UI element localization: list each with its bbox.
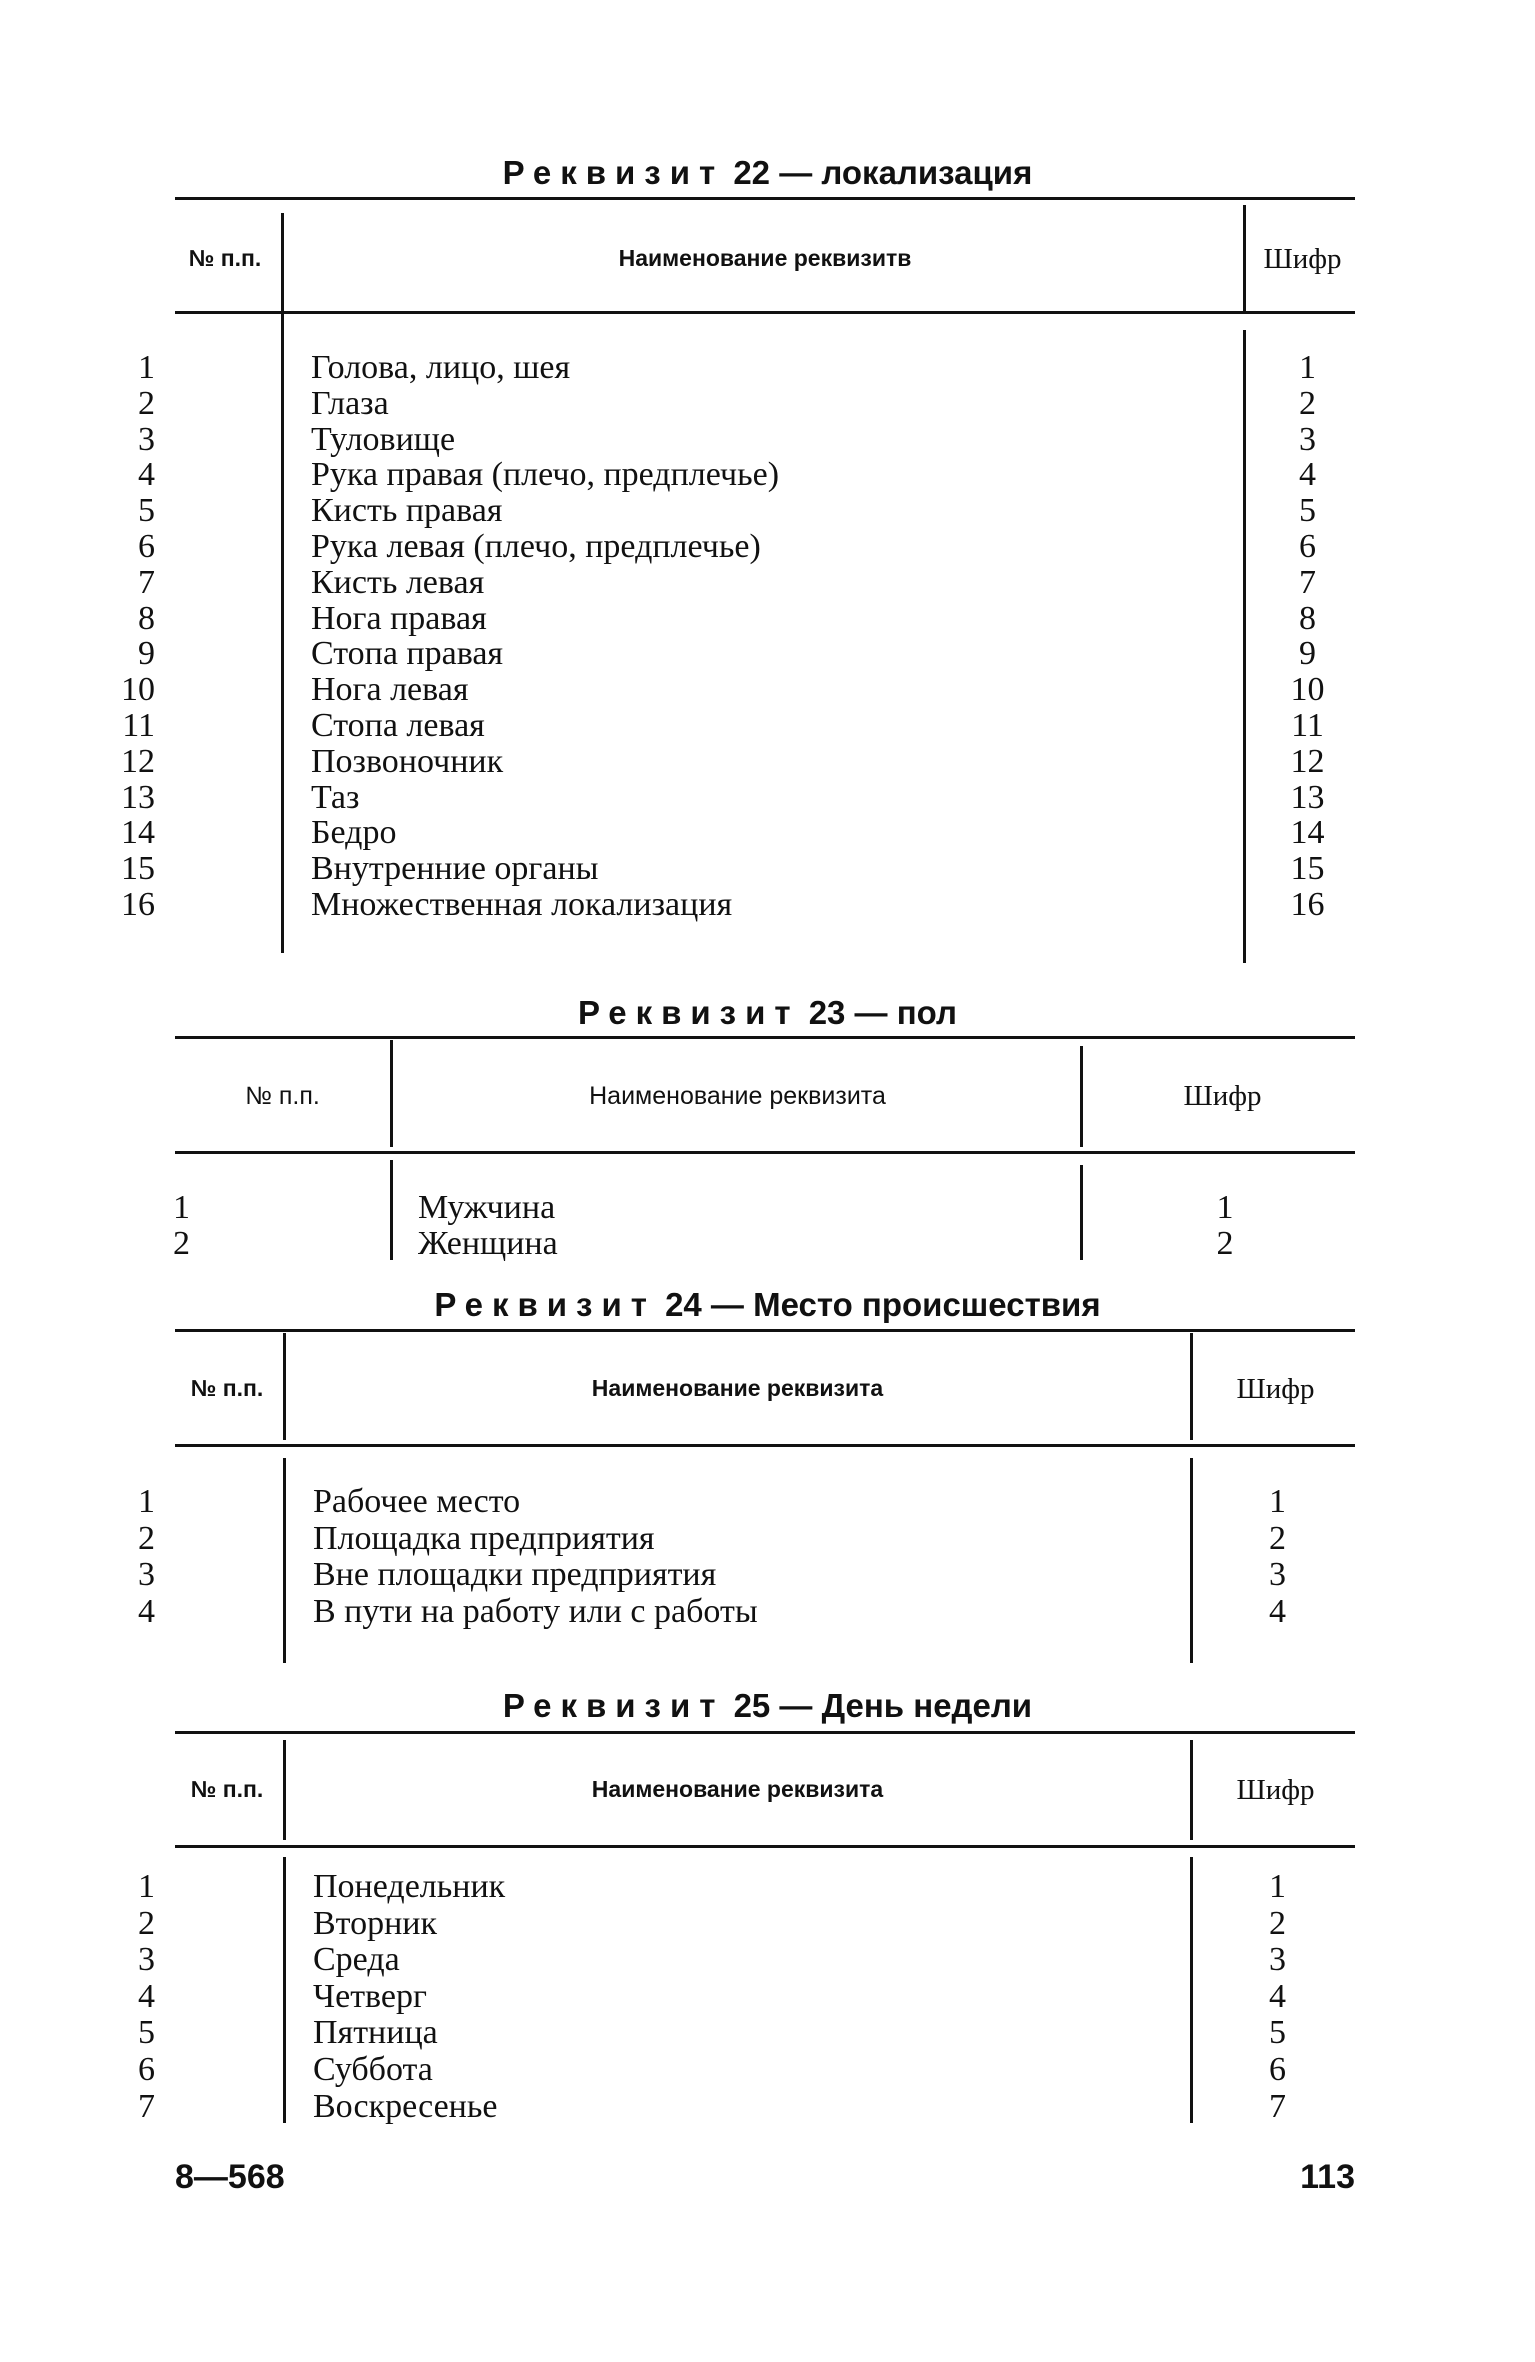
table-row [0,1226,1535,1262]
header-name: Наименование реквизитв [618,245,912,271]
row-cipher: 7 [1299,563,1316,601]
table-row [0,386,1535,422]
row-number: 5 [138,2014,155,2052]
title-rest: 25 — День недели [733,1687,1033,1724]
table-top-rule [175,1329,1355,1332]
table-row [0,1979,1535,2015]
row-cipher: 2 [1299,384,1316,422]
row-name: Таз [311,778,360,816]
column-divider [1080,1046,1083,1147]
row-name: Бедро [311,814,397,852]
row-name: Голова, лицо, шея [311,349,571,386]
row-cipher: 4 [1269,1592,1286,1630]
table-row [0,815,1535,851]
row-name: Стопа правая [311,635,504,673]
row-number: 16 [121,886,155,923]
row-number: 10 [121,671,155,709]
header-name: Наименование реквизита [591,1375,884,1401]
row-cipher: 1 [1299,349,1316,386]
row-cipher: 4 [1269,1977,1286,2015]
row-number: 4 [138,1977,155,2015]
row-name: Пятница [313,2014,438,2052]
header-name: Наименование реквизита [591,1776,884,1802]
row-number: 1 [138,1483,155,1520]
table-row [0,1521,1535,1557]
table-row [0,851,1535,887]
table-row [0,1594,1535,1630]
header-cipher: Шифр [1263,243,1342,275]
row-cipher: 3 [1269,1941,1286,1979]
row-cipher: 15 [1290,850,1325,888]
row-cipher: 11 [1291,707,1324,744]
section-title-25 [0,1686,1535,1726]
table-row [0,887,1535,923]
row-name: Понедельник [313,1868,506,1905]
table-row [0,708,1535,744]
row-number: 5 [138,492,155,530]
row-cipher: 7 [1269,2087,1286,2125]
header-number: № п.п. [245,1082,320,1110]
column-divider [390,1040,393,1147]
row-number: 9 [138,635,155,673]
header-cipher: Шифр [1236,1774,1315,1806]
row-cipher: 2 [1269,1904,1286,1942]
table-row [0,350,1535,386]
row-number: 6 [138,2051,155,2088]
header-bottom-rule [175,1845,1355,1848]
row-cipher: 2 [1216,1225,1234,1262]
header-name: Наименование реквизита [589,1082,886,1110]
table-row [0,493,1535,529]
row-cipher: 3 [1269,1556,1286,1593]
column-divider [283,1740,286,1840]
row-name: Среда [313,1941,400,1979]
row-name: Глаза [311,384,389,422]
row-cipher: 3 [1299,420,1316,458]
table-row [0,457,1535,493]
table-row [0,1557,1535,1593]
row-name: Нога правая [311,599,487,637]
section-title-24 [0,1285,1535,1325]
row-number: 11 [122,707,155,744]
header-cipher: Шифр [1183,1080,1262,1112]
title-word: Реквизит [434,1286,656,1323]
table-top-rule [175,1731,1355,1734]
row-number: 4 [138,1592,155,1630]
row-name: Рука правая (плечо, предплечье) [311,456,780,494]
row-name: Вторник [313,1904,437,1942]
table-row [0,744,1535,780]
row-number: 12 [121,742,155,780]
row-name: Множественная локализация [311,886,733,923]
row-name: Четверг [313,1977,427,2015]
row-number: 14 [121,814,155,852]
row-cipher: 6 [1299,528,1316,565]
row-name: Площадка предприятия [313,1519,655,1557]
row-number: 2 [138,1904,155,1942]
table-row [0,529,1535,565]
row-name: Позвоночник [311,742,504,780]
table-row [0,780,1535,816]
table-row [0,1484,1535,1520]
row-number: 1 [138,349,155,386]
table-row [0,2089,1535,2125]
row-name: Кисть левая [311,563,485,601]
title-word: Реквизит [502,154,725,191]
row-cipher: 2 [1269,1519,1286,1557]
row-number: 2 [138,384,155,422]
row-cipher: 5 [1269,2014,1286,2052]
header-cipher: Шифр [1236,1373,1315,1405]
row-number: 1 [138,1868,155,1905]
row-cipher: 1 [1269,1483,1286,1520]
header-number: № п.п. [190,1776,264,1802]
row-cipher: 16 [1290,886,1325,923]
column-divider [283,1333,286,1440]
row-cipher: 12 [1290,742,1325,780]
row-number: 7 [138,2087,155,2125]
row-number: 13 [121,778,155,816]
row-name: Женщина [418,1225,558,1262]
header-bottom-rule [175,1151,1355,1154]
column-divider [1243,205,1246,312]
title-word: Реквизит [578,994,800,1031]
row-number: 3 [138,1941,155,1979]
table-row [0,672,1535,708]
row-cipher: 10 [1290,671,1325,709]
table-row [0,1906,1535,1942]
row-cipher: 6 [1269,2051,1286,2088]
column-divider [1190,1740,1193,1840]
row-number: 4 [138,456,155,494]
section-title-22 [0,153,1535,193]
footer-signature: 8—568 [175,2158,285,2196]
table-row [0,2052,1535,2088]
row-number: 1 [173,1189,190,1226]
header-bottom-rule [175,311,1355,314]
row-name: Вне площадки предприятия [313,1556,717,1593]
title-rest: 23 — пол [808,994,957,1031]
table-row [0,1942,1535,1978]
table-row [0,1190,1535,1226]
row-name: Туловище [311,420,456,458]
row-name: В пути на работу или с работы [313,1592,758,1630]
row-number: 8 [138,599,155,637]
row-number: 3 [138,420,155,458]
row-number: 7 [138,563,155,601]
row-name: Рабочее место [313,1483,521,1520]
row-number: 2 [173,1225,190,1262]
section-title-23 [0,993,1535,1033]
row-cipher: 1 [1216,1189,1234,1226]
row-name: Стопа левая [311,707,485,744]
title-rest: 24 — Место происшествия [665,1286,1101,1323]
row-cipher: 8 [1299,599,1316,637]
table-row [0,601,1535,637]
page-number: 113 [1300,2158,1355,2196]
row-name: Мужчина [418,1189,556,1226]
table-top-rule [175,197,1355,200]
table-row [0,2015,1535,2051]
row-name: Рука левая (плечо, предплечье) [311,528,761,565]
column-divider [1190,1333,1193,1440]
header-number: № п.п. [190,1375,264,1401]
table-top-rule [175,1036,1355,1039]
row-number: 6 [138,528,155,565]
row-cipher: 5 [1299,492,1316,530]
row-cipher: 14 [1290,814,1325,852]
row-name: Внутренние органы [311,850,599,888]
row-number: 2 [138,1519,155,1557]
table-row [0,1869,1535,1905]
row-cipher: 9 [1299,635,1316,673]
row-name: Воскресенье [313,2087,498,2125]
header-number: № п.п. [188,245,262,271]
row-number: 15 [121,850,155,888]
table-row [0,565,1535,601]
row-cipher: 1 [1269,1868,1286,1905]
row-name: Кисть правая [311,492,503,530]
table-row [0,422,1535,458]
title-rest: 22 — локализация [733,154,1033,191]
row-cipher: 4 [1299,456,1316,494]
row-name: Суббота [313,2051,433,2088]
header-bottom-rule [175,1444,1355,1447]
table-row [0,636,1535,672]
row-number: 3 [138,1556,155,1593]
title-word: Реквизит [502,1687,725,1724]
row-name: Нога левая [311,671,469,709]
row-cipher: 13 [1290,778,1325,816]
